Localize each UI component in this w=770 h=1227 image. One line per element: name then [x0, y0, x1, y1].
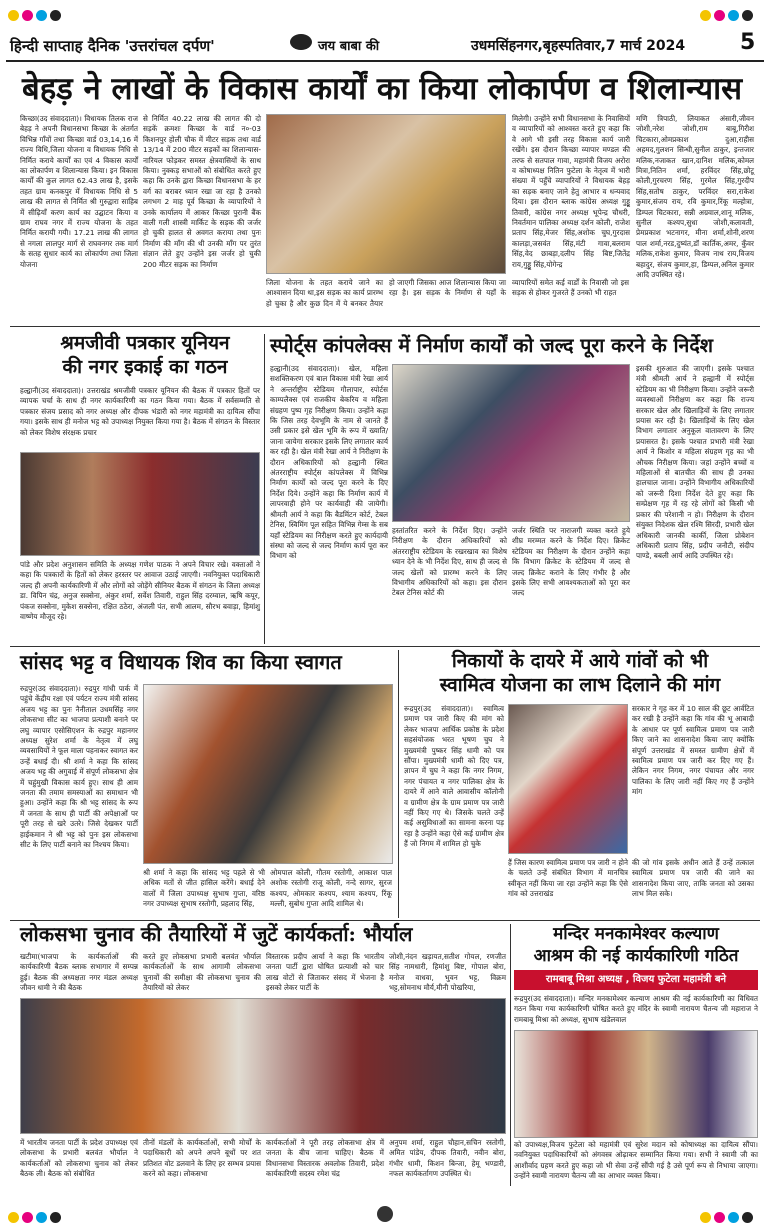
article-column: जोशी,नंदन खड़ायत,सतीश गोयल, रणजीत सिंह नामधारी, हिमांशु बिष्ट, गोपाल बोरा, मनोज वाधवा, भुवन भट्ट, विक्रम भट्ट,सोमनाथ मौर्य,मीनी पोखरिया, [389, 952, 506, 993]
article-column: रूद्रपुर(उद संवाददाता)। स्वामित्व प्रमाण पत्र जारी किए की मांग को लेकर भाजपा आर्थिक प्रकोष्ठ के प्रदेश सहसंयोजक भरत भूषण चुघ ने मुख्यमंत्री पुष्कर सिंह धामी को पत्र सौंपा। मुख्यमंत्री धामी को दिए पत्र, ज्ञापन में चुघ ने कहा कि नगर निगम, नगर पंचायत व नगर पालिका क्षेत्र के दायरे में आने वाले आवासीय कॉलोनी व ग्रामीण क्षेत्र के ग्राम प्रमाण पत्र जारी नहीं किए गए थे। जिसके चलते उन्हें कई असुविधाओं का सामना करना पड़ रहा है उन्होंने कहा ऐसे कई ग्रामीण क्षेत्र हैं जो निगम में शामिल हो चुके [404, 704, 504, 849]
divider [10, 326, 760, 327]
article-body: को उपाध्यक्ष,विजय फुटेला को महामंत्री एवं सुरेश मदान को कोषाध्यक्ष का दायित्व सौंपा। नवनियुक्त पदाधिकारियों को अंगवस्त्र ओढ़ाकर सम्मानित किया गया। सभी ने स्वामी जी का आशीर्वाद ग्रहण करते हुए कहा जो भी सेवा उन्हें सौंपी गई है उसे पूर्ण रूप से निभाया जाएगा। उन्होंने स्वामी नारायण चैतन्य जी का आभार व्यक्त किया। [514, 1140, 758, 1181]
article-column: हस्तांतरित करने के निर्देश दिए। उन्होंने निरीक्षण के दौरान अधिकारियों को अंतरराष्ट्रीय स्टेडियम के रखरखाव का विशेष ध्यान देने के भी निर्देश दिए, साथ ही जल्द से जल्द खेलों को प्रारम्भ करने के लिए विभागीय अधिकारियों को कहा। इस दौरान टेबल टेनिस कोर्ट की [392, 526, 507, 598]
headline-mankameshwar-1: मन्दिर मनकामेश्वर कल्याण [553, 924, 719, 944]
article-caption: श्री शर्मा ने कहा कि सांसद भट्ट पहले से भी अधिक मतों से जीत हासिल करेंगे। बधाई देने वालों में जिला उपाध्यक्ष सुभाष गुप्ता, वरिष्ठ नगर उपाध्यक्ष सुभाष रस्तोगी, प्रहलाद सिंह, [143, 868, 265, 909]
article-column: जिला योजना के तहत कराये जाने का आश्वासन दिया था,इस सड़क का कार्य प्रारम्भ हो चुका है और कुछ दिन में ये बनकर तैयार हो जाएगी जिसका आज शिलान्यास किया जा रहा है। इस सड़क के निर्माण से यहाँ के व्यापारियों समेत कई वार्डों के निवासी जो इस सड़क से होकर गुजरते हैं उनको भी राहत [266, 278, 629, 308]
headline-development-works: बेहड़ ने लाखों के विकास कार्यों का किया लोकार्पण व शिलान्यास [22, 71, 743, 107]
headline-loksabha-prep: लोकसभा चुनाव की तैयारियों में जुटें कार्यकर्ता: भौर्याल [20, 922, 413, 946]
headline-sports-complex: स्पोर्ट्स कांपलेक्स में निर्माण कार्यों को जल्द पूरा करने के निर्देश [270, 334, 713, 357]
divider [510, 924, 511, 1186]
article-column: कार्यकर्ताओं ने पूरी तरह लोकसभा क्षेत्र में जनता के बीच जाना चाहिए। बैठक में विधानसभा विस्तारक अवलोक तिवारी, प्रदेश कार्यकारिणी सदस्य रमेश चंद्र [266, 1138, 384, 1179]
logo-icon [290, 34, 312, 50]
headline-villages-1: निकायों के दायरे में आये गांवों को भी [451, 650, 709, 672]
article-column: रुद्रपुर(उद संवाददाता)। रुद्रपुर गांधी पार्क में पहुंचे केंद्रीय रक्षा एवं पर्यटन राज्य मंत्री सांसद अजय भट्ट का पुनः नैनीताल उधमसिंह नगर लोकसभा सीट का भाजपा प्रत्याशी बनाने पर लघु व्यापार एसोसिएशन के रुद्रपुर महानगर अध्यक्ष सुरेश शर्मा के नेतृत्व में लघु व्यवसायियों ने फूल माला पहनाकर स्वागत कर उन्हें बधाई दी। श्री शर्मा ने कहा कि सांसद अजय भट्ट की अगुवाई में संपूर्ण लोकसभा क्षेत्र में चहुंमुखी विकास कार्य हुए। साथ ही आम जनता की तमाम समस्याओं का समाधान भी हुआ। उन्होंने कहा कि श्री भट्ट सांसद के रूप में जनता के साथ ही पार्टी की अपेक्षाओं पर पूरी तरह से खरे उतरे। जिसे देखकर पार्टी हाईकमान ने श्री भट्ट को पुनः इस लोकसभा सीट के लिए पार्टी बनाने का निश्चय किया। [20, 684, 138, 850]
header-center-text: जय बाबा की [318, 39, 380, 54]
article-column: विस्तारक प्रदीप आर्या ने कहा कि भारतीय जनता पार्टी द्वारा घोषित प्रत्याशी को चार लाख वोटों से जिताकर संसद में भेजना है इसको लेकर पार्टी के [266, 952, 384, 993]
headline-mankameshwar-2: आश्रम की नई कार्यकारिणी गठित [533, 946, 739, 966]
photo-sports-inspection [392, 364, 630, 522]
article-column: मणि त्रिपाठी, लियाकत अंसारी,जीवन जोशी,नरेश जोशी,राम बाबू,गिरीश चिटकारा,ओमप्रकाश दुआ,राहीस अहमद,गुलशन सिन्धी,सुनील ठाकुर, इन्तजार मलिक,नजाकत खान,दानिश मलिक,कोमल मित्रा,नितिन शर्मा, हरविंदर सिंह,छोटू कोली,गुरचरण सिंह, गुरमेल सिंह,गुरदीप सिंह,सतोष ठाकुर, परविंदर सरा,राकेश कुमार,संजय राय, रवि कुमार,रिंकू मल्होत्रा, डिम्पल चिटकारा, सन्नी अग्रवाल,शानू मलिक, सुनील कश्यप,सुधा जोशी,कलावती, प्रेमप्रकाश भटनागर, मीना शर्मा,शोनी,शरण पाल शर्मा,नरड,दुष्यंत,डॉ कार्तिक,अमर, कुँवर मलिक,राकेश कुमार, विजय नाथ राय,विजय बहादुर, संजय कुमार,हा, डिम्पल,अनिल कुमार आदि उपस्थित रहे। [636, 114, 754, 280]
article-column: जर्जर स्थिति पर नाराजगी व्यक्त करते हुये शीघ्र मरम्मत करने के निर्देश दिए। क्रिकेट स्टेडियम का निरीक्षण के दौरान उन्होंने कहा कि विभाग क्रिकेट के स्टेडियम में जल्द से जल्द क्रिकेट कराने के लिए गंभीर है और इसके लिए सभी आवश्यकताओं को पूरा कर जल्द [512, 526, 630, 598]
photo-journalist-meeting [20, 452, 260, 556]
photo-mp-welcome [143, 684, 393, 864]
article-column: किच्छा(उद संवाददाता)। विधायक तिलक राज बेहड़ ने अपनी विधानसभा किच्छा के अंतर्गत विभिन्न गाँवों तथा किच्छा वार्ड 03,14,16 में राज्य विधि,जिला योजना व विधायक निधि से निर्मित कराये कार्यों का एवं 4 विकास कार्यों का लोकार्पण व शिलान्यास किया। इन विकास कार्यों की कुल लागत 62.43 लाख है, इसके तहत ग्राम कनकपुर में विधायक निधि से 5 लाख की लागत से निर्मित श्री गुरुद्वारा साहिब में सीढ़ियाँ करण कार्य का उद्घाटन किया व ग्राम राघव नगर में राज्य योजना के तहत निर्मित करायी गयी। 17.21 लाख की लागत से नगला लालपुर मार्ग से राघवनगर तक मार्ग के सतह सुधार कार्य का लोकार्पण तथा जिला योजना [20, 114, 138, 269]
article-column: तीनों मंडलों के कार्यकर्ताओं, सभी मोर्चों के पदाधिकारी को अपने अपने बूथों पर शत प्रतिशत वोट डलवाने के लिए हर सम्भव प्रयास करने को कहा। लोकसभा [143, 1138, 261, 1179]
article-column: अनुपम शर्मा, राहुल चौहान,सचिन रस्तोगी, अमित पांडेय, दीपक तिवारी, नवीन बोरा, गंभीर धामी, किशन बिन्जा, हेमू भण्डारी, नफल कार्यकर्तागण उपस्थित थे। [389, 1138, 506, 1179]
color-dots-bottom-left [8, 1208, 64, 1227]
headline-journalist-union-1: श्रमजीवी पत्रकार यूनियन [60, 332, 230, 354]
article-column: मिलेगी। उन्होंने सभी विधानसभा के निवासियों व व्यापारियों को आश्वस्त करते हुए कहा कि वे आगे भी इसी तरह विकास कार्य जारी रखेंगे। इस दौरान किच्छा व्यापार मण्डल की तरफ से सतपाल गावा, महामंत्री विजय अरोरा व कोषाध्यक्ष नितिन फुटेला के नेतृत्व में भारी संख्या में पहुँचे व्यापारियों ने विधायक बेहड़ का सड़क बनाए जाने हेतु आभार व धन्यवाद दिया। इस दौरान ब्लाक कांग्रेस अध्यक्ष गुड्डू तिवारी, कांग्रेस नगर अध्यक्ष भूपेन्द्र चौधरी, निवर्तमान पालिका अध्यक्ष दर्शन कोली, राजेश प्रताप सिंह,मेजर सिंह,अशोक चुघ,गुरदास कालड़ा,जसवंत सिंह,मंटी गावा,बलराम सिंह,वेद छाबड़ा,दलीप सिंह बिष्ट,जितेंद्र राय,गुड्डू सिंह,योगेन्द्र [512, 114, 630, 269]
divider [10, 646, 760, 647]
divider [10, 920, 760, 921]
color-dots-bottom-right [700, 1208, 756, 1227]
divider [398, 650, 399, 918]
paper-name: हिन्दी साप्ताह दैनिक 'उत्तरांचल दर्पण' [10, 37, 215, 55]
article-caption: की जो गांव इसके अधीन आते हैं उन्हें तत्काल स्वामित्व प्रमाण पत्र जारी की जाने का शासनादेश किया जाए, ताकि जनता को उसका लाभ मिल सके। [632, 858, 754, 899]
article-caption: हैं जिस कारण स्वामित्व प्रमाण पत्र जारी न होने के चलते उन्हें संबंधित विभाग में मानचित्र स्वीकृत नहीं किया जा रहा उन्होंने कहा कि ऐसे गांव को उत्तराखंड [508, 858, 628, 899]
place-date: उधमसिंहनगर,बृहस्पतिवार,7 मार्च 2024 [471, 38, 686, 54]
photo-temple-committee [514, 1030, 758, 1138]
article-column: इसकी शुरुआत की जाएगी। इसके पश्चात मंत्री श्रीमती आर्य ने हल्द्वानी में स्पोर्ट्स स्टेडियम का भी निरीक्षण किया। उन्होंने जरूरी व्यवस्थाओं निरीक्षण कर कहा कि राज्य सरकार खेल और खिलाड़ियों के लिए लगातार प्रयास कर रही है। खिलाड़ियों के लिए खेल विभाग लगातार अनुकूल वातावरण के लिए प्रयासरत है। इसके पश्चात प्रभारी मंत्री रेखा आर्य ने किशोर व महिला संग्रहण गृह का भी औचक निरीक्षण किया। जहां उन्होंने बच्चों व महिलाओं से बातचीत की साथ ही उनका हालचाल जाना। उन्होंने विभागीय अधिकारियों को जरूरी दिशा निर्देश देते हुए कहा कि सम्प्रेक्षण गृह में रह रहे लोगों को किसी भी प्रकार की परेशानी न हो। निरीक्षण के दौरान संयुक्त निदेशक खेल रश्मि सिरदी, प्रभारी खेल अधिकारी जानकी कार्की, जिला प्रोबेशन अधिकारी प्रताप सिंह, प्रदीप जनौटी, संदीप पाण्डे, बबली आर्य आदि उपस्थित रहे। [636, 364, 754, 561]
registration-mark-icon [377, 1206, 393, 1222]
headline-mp-welcome: सांसद भट्ट व विधायक शिव का किया स्वागत [20, 650, 342, 674]
photo-inauguration [266, 114, 506, 274]
photo-bjp-meeting [20, 998, 506, 1134]
headline-journalist-union-2: की नगर इकाई का गठन [62, 356, 228, 378]
article-column: सरकार ने गृह कर में 10 साल की छूट आर्वटित कर रखी है उन्होंने कहा कि गांव की भू आबादी के आधार पर पूर्ण स्वामित्व प्रमाण पत्र जारी किए जाने का शासनादेश किया जाए क्योंकि संपूर्ण उत्तराखंड में समस्त ग्रामीण क्षेत्रों में स्वामित्व प्रमाण पत्र जारी कर दिए गए हैं। लेकिन नगर निगम, नगर पंचायत और नगर पालिका के लिए जारी नहीं किए गए हैं उन्होंने मांग [632, 704, 754, 797]
masthead [6, 22, 764, 62]
article-column: करते हुए लोकसभा प्रभारी बलवंत भौर्याल कार्यकर्ताओं के साथ आगामी लोकसभा चुनावों की समीक्षा की लोकसभा चुनाव की तैयारियों को लेकर [143, 952, 261, 993]
divider [264, 334, 265, 644]
article-column: में भारतीय जनता पार्टी के प्रदेश उपाध्यक्ष एवं लोकसभा के प्रभारी बलवंत भौर्याल ने कार्यकर्ताओं को लोकसभा चुनाव को लेकर बैठक ली। बैठक को संबोधित [20, 1138, 138, 1179]
banner-office-bearers: रामबाबू मिश्रा अध्यक्ष , विजय फुटेला महामंत्री बने [514, 970, 758, 990]
article-caption: ओमपाल कोली, गौतम रस्तोगी, आकाश पाल अशोक रस्तोगी राजू कोली, नन्दे सागर, सुरज कश्यप, ओमकार कश्यप, श्याम कश्यप, रिंकू मल्ली, सुबोध गुप्ता आदि शामिल थे। [270, 868, 392, 909]
article-column: हल्द्वानी(उद संवाददाता)। खेल, महिला सशक्तिकरण एवं बाल विकास मंत्री रेखा आर्य ने अन्तर्राष्ट्रीय स्टेडियम गौलापार, स्पोर्टस काम्पलैक्स एवं राजकीय बेकरिय व महिला संग्रहण पुष्प गृह निरीक्षण किया। उन्होंने कहा कि जिस तरह देवभूमि के नाम से जानते हैं उसी प्रकार इसे खेल भूमि के रूप में ख्याति/जाना जायेगा सरकार इसके लिए लगातार कार्य कर रही है। खेल मंत्री रेखा आर्य ने निरीक्षण के दौरान अधिकारियों को हल्द्वानी स्थित अंतरराष्ट्रीय स्पोर्ट्स कांपलेक्स में विभिन्न निर्माण कार्यों को जल्द पूरा करने के दिए निर्देश दिये। उन्होंने कहा कि निर्माण कार्य में लापरवाही होने पर कार्यवाही की जायेगी। श्रीमती आर्य ने कहा कि बैडमिंटन कोर्ट, टेबल टेनिस, स्विमिंग पूल सहित विभिन्न गेम्स के सब यहाँ स्टेडियम का निरीक्षण करते हुए कार्यदायी संस्था को जल्द से जल्द निर्माण कार्य पूरा कर विभाग को [270, 364, 388, 561]
photo-memorandum [508, 704, 628, 854]
page-number: 5 [740, 30, 756, 55]
headline-villages-2: स्वामित्व योजना का लाभ दिलाने की मांग [439, 674, 721, 696]
article-body: पांडे और प्रदेश अनुशासन समिति के अध्यक्ष गणेश पाठक ने अपने विचार रखे। वक्ताओं ने कहा कि पत्रकारों के हितों को लेकर हरस्तर पर आवाज उठाई जाएगी। नवनियुक्त पदाधिकारी जल्द ही अपनी कार्यकारिणी में और लोगों को जोड़ेंगे सीनियर बैठक में संगठन के जिला अध्यक्ष डा. विपिन चंद्र, अनुज सक्सेना, अंकुर शर्मा, सर्वेश तिवारी, राहुल सिंह दरम्वाल, ऋषि कपूर, पंकज सक्सेना, मुकेश सक्सेना, रक्षित ठठेरा, अंजली पंत, सभी आलम, सौरभ बवाड़ा, हिमांशु वाष्णेय मौजूद रहे। [20, 560, 260, 622]
article-column: खटीमा(भाजपा के कार्यकर्ताओं की कार्यकारिणी बैठक ब्लाक सभागार में सम्पन्न हुई। बैठक की अध्यक्षता नगर मंडल अध्यक्ष जीवन धामी ने की बैठक [20, 952, 138, 993]
article-body: हल्द्वानी(उद संवाददाता)। उत्तराखंड श्रमजीवी पत्रकार यूनियन की बैठक में पत्रकार हितों पर व्यापक चर्चा के साथ ही नगर कार्यकारिणी का गठन किया गया। बैठक में सर्वसम्मति से पत्रकार संजय प्रसाद को नगर अध्यक्ष और दीपक भंडारी को नगर महामंत्री का दायित्व सौंपा गया। इसके साथ ही मनोज भट्ट को उपाध्यक्ष नियुक्त किया गया है। बैठक में संगठन के विस्तार को लेकर विशेष संरक्षक प्रचार [20, 386, 260, 437]
article-column: से निर्मित 40.22 लाख की लागत की दो सड़कें क्रमशः किच्छा के वार्ड न०-03 किशनपुर होली चौक में मीटर सड़क तथा वार्ड 13/14 में 200 मीटर सड़कों का शिलान्यास-नारियल फोड़कर समस्त क्षेत्रवासियों के साथ किया। नुक्कड़ सभाओं को संबोधित करते हुए कहा कि उनके द्वारा किच्छा विधानसभा के हर वर्ग का बराबर ध्यान रखा जा रहा है उनको लगभग 2 माह पूर्व किच्छा के व्यापारियों ने उनके कार्यालय में आकर किच्छा पुरानी बैंक वाली गली शास्त्री मार्किट के सड़क की जर्जर हो चुकी हालत से अवगत कराया तथा पुनः निर्माण की माँग की थी उनकी माँग पर तुरंत संज्ञान लेते हुए उन्होंने इस जर्जर हो चुकी 200 मीटर सड़क का निर्माण [143, 114, 261, 269]
article-body: रूद्रपुर(उद संवाददाता)। मन्दिर मनकामेश्वर कल्याण आश्रम की नई कार्यकारिणी का विधिवत गठन किया गया कार्यकारिणी घोषित करते हुए मंदिर के स्वामी नारायण चैतन्य जी महाराज ने रामबाबू मिश्रा को अध्यक्ष, सुभाष खंडेलवाल [514, 994, 758, 1024]
